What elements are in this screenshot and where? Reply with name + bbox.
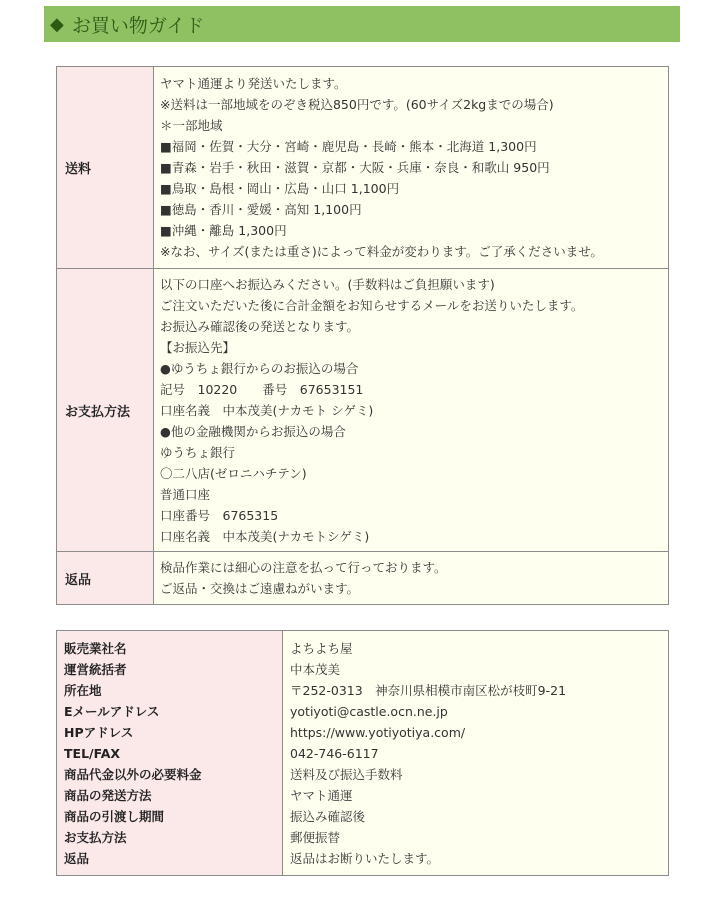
page-title: お買い物ガイド [71,14,205,37]
info-value-delivery-period: 振込み確認後 [290,809,366,824]
payment-line: 口座名義 中本茂美(ナカモト シゲミ) [160,402,374,418]
page-header [44,6,680,42]
payment-row [57,269,669,552]
shipping-line: ヤマト通運より発送いたします。 [160,76,347,91]
payment-line: ご注文いただいた後に合計金額をお知らせするメールをお送りいたします。 [160,297,584,313]
payment-line: 以下の口座へお振込みください。(手数料はご負担願います) [160,276,495,292]
returns-line: 検品作業には細心の注意を払って行っております。 [160,560,447,575]
shipping-line: ■青森・岩手・秋田・滋賀・京都・大阪・兵庫・奈良・和歌山 950円 [160,160,550,175]
shipping-line: ■福岡・佐賀・大分・宮崎・鹿児島・長崎・熊本・北海道 1,300円 [160,139,537,154]
info-label-manager: 運営統括者 [64,662,127,677]
payment-line: ●他の金融機関からお振込の場合 [160,423,346,439]
info-label-delivery-period: 商品の引渡し期間 [64,809,165,824]
info-label-extra-fees: 商品代金以外の必要料金 [64,767,202,782]
shipping-row [57,67,669,269]
payment-content [154,269,669,552]
info-value-shipping-method: ヤマト通運 [290,788,353,803]
payment-line: ゆうちょ銀行 [160,444,236,460]
info-labels-column [57,631,283,876]
info-value-payment-method: 郵便振替 [290,830,341,845]
shipping-line: ＊一部地域 [160,118,223,133]
diamond-icon: ◆ [50,13,64,35]
shipping-line: ※なお、サイズ(または重さ)によって料金が変わります。ご了承くださいませ。 [160,244,603,259]
seller-info-table [56,630,669,876]
info-label-company: 販売業社名 [64,641,127,656]
shipping-line: ■鳥取・島根・岡山・広島・山口 1,100円 [160,181,400,196]
info-value-company: よちよち屋 [290,641,353,656]
info-label-payment-method: お支払方法 [64,830,127,845]
payment-line: 普通口座 [160,486,211,502]
info-value-address: 〒252-0313 神奈川県相模市南区松が枝町9-21 [290,683,567,698]
returns-content [154,552,669,605]
info-label-address: 所在地 [64,683,102,698]
info-label-email: Eメールアドレス [64,704,160,719]
payment-line: 記号 10220 番号 67653151 [160,381,364,397]
returns-row [57,552,669,605]
payment-line: 【お振込先】 [160,339,236,355]
returns-label: 返品 [57,552,154,605]
payment-line: 口座番号 6765315 [160,507,279,523]
payment-line: 口座名義 中本茂美(ナカモトシゲミ) [160,528,370,544]
returns-line: ご返品・交換はご遠慮ねがいます。 [160,581,360,596]
payment-line: お振込み確認後の発送となります。 [160,318,360,334]
seller-info-row [57,631,669,876]
payment-label: お支払方法 [57,269,154,552]
info-label-returns: 返品 [64,851,90,866]
info-value-tel-fax: 042-746-6117 [290,746,379,761]
payment-line: 〇二八店(ゼロニハチテン) [160,465,307,481]
info-values-column [283,631,669,876]
info-label-tel-fax: TEL/FAX [64,746,121,761]
info-value-manager: 中本茂美 [290,662,341,677]
info-label-website: HPアドレス [64,725,134,740]
info-value-extra-fees: 送料及び振込手数料 [290,767,403,782]
info-value-returns: 返品はお断りいたします。 [290,851,440,866]
shipping-content [154,67,669,269]
info-value-website[interactable]: https://www.yotiyotiya.com/ [290,725,466,740]
shopping-guide-table [56,66,669,605]
shipping-line: ■徳島・香川・愛媛・高知 1,100円 [160,202,362,217]
info-label-shipping-method: 商品の発送方法 [64,788,152,803]
shipping-label: 送料 [57,67,154,269]
info-value-email[interactable]: yotiyoti@castle.ocn.ne.jp [290,704,448,719]
payment-line: ●ゆうちょ銀行からのお振込の場合 [160,360,359,376]
shipping-line: ※送料は一部地域をのぞき税込850円です。(60サイズ2kgまでの場合) [160,97,554,112]
shipping-line: ■沖縄・離島 1,300円 [160,223,287,238]
